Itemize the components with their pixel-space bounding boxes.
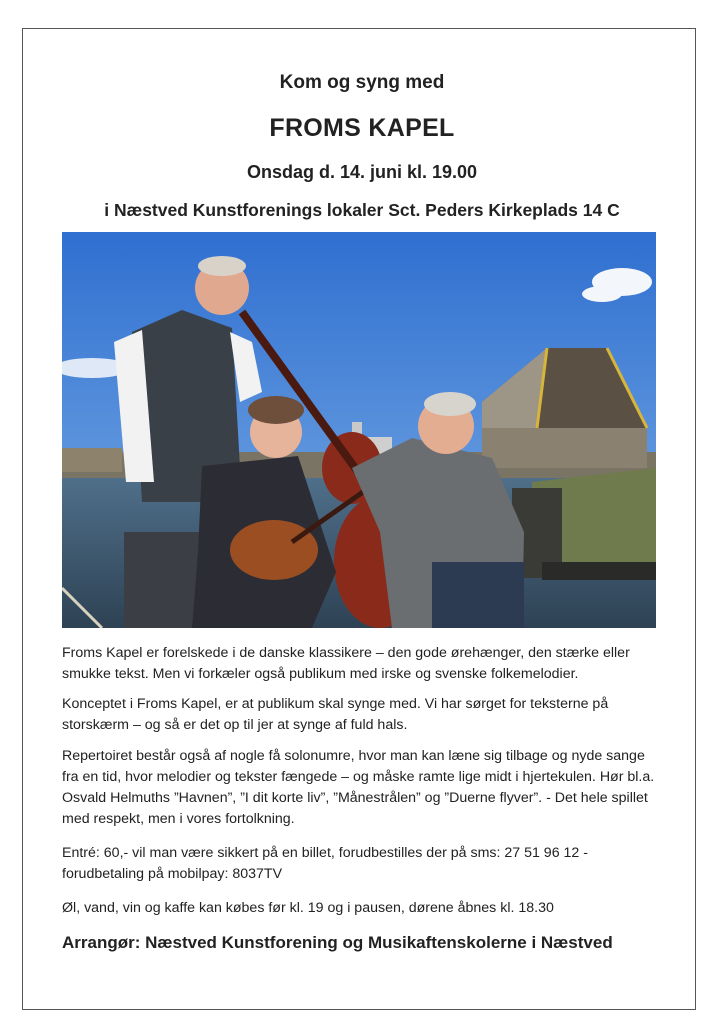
paragraph-refreshments: Øl, vand, vin og kaffe kan købes før kl. 19 og i pausen, dørene åbnes kl. 18.30 [62,900,554,916]
intro-heading: Kom og syng med [279,72,445,93]
organizer-line: Arrangør: Næstved Kunstforening og Musikaftenskolerne i Næstved [62,933,613,952]
paragraph-solo-numbers: Repertoiret består også af nogle få solonumre, hvor man kan læne sig tilbage og nyde sange fra en tid, hvor melodier og tekster fængede – og måske ramte lige midt i hjertekulen. Hør bl.a. Osvald Helmuths ”Havnen”, ”I dit korte liv”, ”Månestrålen” og ”Duerne flyver”. - Det hele spillet med respekt, men i vores fortolkning. [62,748,655,827]
paragraph-tickets: Entré: 60,- vil man være sikkert på en billet, forudbestilles der på sms: 27 51 96 12 - forudbetaling på mobilpay: 8037TV [62,845,588,882]
paragraph-concept: Konceptet i Froms Kapel, er at publikum skal synge med. Vi har sørget for teksterne på storskærm – og så er det op til jer at synge af fuld hals. [62,696,609,733]
event-date: Onsdag d. 14. juni kl. 19.00 [246,162,478,182]
band-title: FROMS KAPEL [269,114,455,142]
paragraph-repertoire: Froms Kapel er forelskede i de danske klassikere – den gode ørehænger, den stærke eller smukke tekst. Men vi forkæler også publikum med irske og svenske folkemelodier. [62,645,630,682]
event-venue: i Næstved Kunstforenings lokaler Sct. Peders Kirkeplads 14 C [104,200,620,220]
band-photo [62,232,656,628]
